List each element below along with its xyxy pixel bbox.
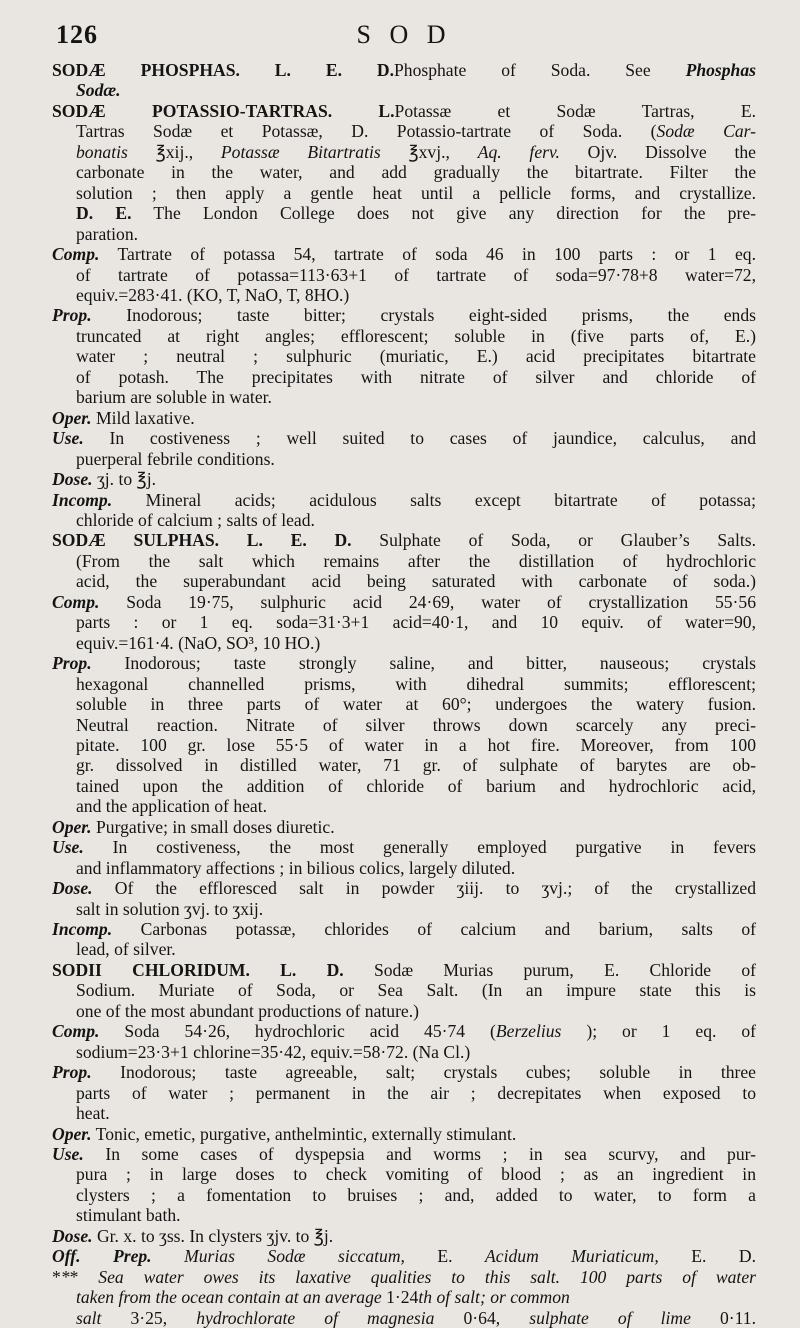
body-text: parts : or 1 eq. soda=31·3+1 acid=40·1, and 10 equiv. of water=90, — [76, 612, 756, 633]
body-text: ℥xvj., — [380, 141, 478, 162]
text-line — [52, 1021, 756, 1041]
body-text: In costiveness, the most generally employed purgative in fevers — [83, 837, 756, 858]
entry-heading-text: Off. Prep. — [52, 1246, 152, 1267]
entry-heading-text: Comp. — [52, 1021, 100, 1042]
italic-text: salt — [76, 1307, 102, 1328]
entry-heading-text: Prop. — [52, 305, 92, 326]
dictionary-entries — [52, 60, 756, 1328]
italic-text: Sodæ Car- — [656, 121, 756, 142]
text-line — [52, 735, 756, 755]
text-line — [52, 592, 756, 612]
entry-heading-text: Oper. — [52, 816, 92, 837]
text-line — [52, 1246, 756, 1266]
body-text: ℥xij., — [127, 141, 221, 162]
italic-text: Aq. ferv. — [477, 141, 560, 162]
body-text: Neutral reaction. Nitrate of silver throws down scarcely any preci- — [76, 714, 756, 735]
entry-heading-text: Use. — [52, 837, 84, 858]
text-line — [52, 101, 756, 121]
body-text: Inodorous; taste bitter; crystals eight-sided prisms, the ends — [91, 305, 756, 326]
text-line — [52, 919, 756, 939]
entry-heading-text: Oper. — [52, 1123, 92, 1144]
text-line — [52, 1083, 756, 1103]
text-line — [52, 162, 756, 182]
text-line — [52, 899, 756, 919]
entry-heading-text: SODÆ SULPHAS. L. E. D. — [52, 530, 352, 551]
text-line — [52, 530, 756, 550]
text-line — [52, 203, 756, 223]
text-line — [52, 960, 756, 980]
text-line — [52, 755, 756, 775]
text-line — [52, 1144, 756, 1164]
text-line — [52, 1226, 756, 1246]
italic-text: Murias Sodæ siccatum, — [184, 1246, 405, 1267]
entry-heading-text: Dose. — [52, 878, 93, 899]
body-text: lead, of silver. — [76, 939, 176, 960]
text-line — [52, 571, 756, 591]
entry-heading-text: Phosphas — [685, 60, 756, 80]
body-text: Of the effloresced salt in powder ʒiij. to ʒvj.; of the crystallized — [92, 878, 756, 899]
body-text: In costiveness ; well suited to cases of jaundice, calculus, and — [83, 428, 756, 449]
text-line — [52, 244, 756, 264]
body-text: Sulphate of Soda, or Glauber’s Salts. — [351, 530, 756, 551]
text-line — [52, 346, 756, 366]
body-text: pitate. 100 gr. lose 55·5 of water in a hot fire. Moreover, from 100 — [76, 734, 756, 755]
text-line — [52, 265, 756, 285]
text-line — [52, 1267, 756, 1287]
italic-text: hydrochlorate of magnesia — [196, 1307, 435, 1328]
text-line — [52, 490, 756, 510]
italic-text: Potassæ Bitartratis — [220, 141, 381, 162]
body-text: equiv.=161·4. (NaO, SO³, 10 HO.) — [76, 632, 321, 653]
text-line — [52, 510, 756, 530]
body-text: salt in solution ʒvj. to ʒxij. — [76, 898, 264, 919]
italic-text: sulphate of lime — [529, 1307, 691, 1328]
entry-heading-text: Use. — [52, 428, 84, 449]
body-text: Tonic, emetic, purgative, anthelmintic, externally stimulant. — [91, 1123, 517, 1144]
entry-heading-text: D. E. — [76, 203, 132, 224]
body-text: of tartrate of potassa=113·63+1 of tartrate of soda=97·78+8 water=72, — [76, 264, 756, 285]
entry-heading-text: Dose. — [52, 1225, 93, 1246]
body-text: barium are soluble in water. — [76, 387, 272, 408]
italic-text: bonatis — [76, 141, 128, 162]
body-text: Sodæ Murias purum, E. Chloride of — [343, 959, 756, 980]
body-text: clysters ; a fomentation to bruises ; and, added to water, to form a — [76, 1184, 756, 1205]
text-line — [52, 408, 756, 428]
text-line — [52, 1287, 756, 1307]
body-text: heat. — [76, 1103, 110, 1124]
text-line — [52, 1308, 756, 1328]
italic-text: Sea water owes its laxative qualities to this salt. — [98, 1266, 561, 1287]
page-header — [52, 18, 756, 52]
body-text — [152, 1246, 184, 1266]
body-text — [560, 1267, 580, 1287]
body-text: sodium=23·3+1 chlorine=35·42, equiv.=58·72. (Na Cl.) — [76, 1041, 471, 1062]
text-line — [52, 428, 756, 448]
body-text: 0·11. — [690, 1307, 756, 1328]
body-text: parts of water ; permanent in the air ; decrepitates when exposed to — [76, 1082, 756, 1103]
text-line — [52, 653, 756, 673]
body-text: one of the most abundant productions of nature.) — [76, 1000, 419, 1021]
body-text: 0·64, — [434, 1307, 530, 1328]
text-line — [52, 1001, 756, 1021]
body-text: equiv.=283·41. (KO, T, NaO, T, 8HO.) — [76, 284, 350, 305]
entry-heading-text: Prop. — [52, 653, 92, 674]
body-text: 3·25, — [101, 1307, 197, 1328]
text-line — [52, 367, 756, 387]
body-text: Potassæ et Sodæ Tartras, E. — [394, 100, 756, 121]
text-line — [52, 1124, 756, 1144]
text-line — [52, 60, 756, 80]
body-text: hexagonal channelled prisms, with dihedral summits; efflorescent; — [76, 673, 756, 694]
body-text: Tartras Sodæ et Potassæ, D. Potassio-tartrate of Soda. ( — [76, 121, 657, 142]
body-text: E. D. — [658, 1246, 756, 1267]
text-line — [52, 305, 756, 325]
body-text: carbonate in the water, and add gradually the bitartrate. Filter the — [76, 162, 756, 183]
text-line — [52, 939, 756, 959]
text-line — [52, 817, 756, 837]
body-text: Ojv. Dissolve the — [559, 141, 756, 162]
body-text: tained upon the addition of chloride of barium and hydrochloric acid, — [76, 775, 756, 796]
body-text: chloride of calcium ; salts of lead. — [76, 509, 315, 530]
body-text: Carbonas potassæ, chlorides of calcium and barium, salts of — [112, 919, 756, 940]
text-line — [52, 121, 756, 141]
text-line — [52, 551, 756, 571]
body-text: solution ; then apply a gentle heat until a pellicle forms, and crystallize. — [76, 182, 756, 203]
body-text: ); or 1 eq. of — [561, 1021, 756, 1042]
body-text: and the application of heat. — [76, 796, 268, 817]
text-line — [52, 449, 756, 469]
text-line — [52, 1205, 756, 1225]
body-text: and inflammatory affections ; in bilious colics, largely diluted. — [76, 857, 516, 878]
text-line — [52, 1185, 756, 1205]
body-text: E. — [404, 1246, 486, 1267]
text-line — [52, 694, 756, 714]
body-text: The London College does not give any direction for the pre- — [131, 203, 756, 224]
body-text: Inodorous; taste agreeable, salt; crystals cubes; soluble in three — [91, 1062, 756, 1083]
text-line — [52, 878, 756, 898]
italic-text: 100 parts of water — [579, 1266, 756, 1287]
entry-heading-text: Dose. — [52, 469, 93, 490]
body-text: Gr. x. to ʒss. In clysters ʒjv. to ℥j. — [92, 1225, 334, 1246]
entry-heading-text: Incomp. — [52, 919, 113, 940]
body-text: water ; neutral ; sulphuric (muriatic, E.) acid precipitates bitartrate — [76, 346, 756, 367]
text-line — [52, 715, 756, 735]
text-line — [52, 858, 756, 878]
text-line — [52, 980, 756, 1000]
text-line — [52, 612, 756, 632]
text-line — [52, 1164, 756, 1184]
body-text: Tartrate of potassa 54, tartrate of soda 46 in 100 parts : or 1 eq. — [99, 244, 756, 265]
text-line — [52, 285, 756, 305]
page-number: 126 — [56, 20, 98, 49]
body-text: gr. dissolved in distilled water, 71 gr. of sulphate of barytes are ob- — [76, 755, 756, 776]
body-text: * — [52, 1266, 61, 1287]
body-text: acid, the superabundant acid being saturated with carbonate of soda.) — [76, 571, 756, 592]
entry-heading-text: Sodæ. — [76, 80, 121, 101]
running-head: S O D — [356, 20, 452, 49]
body-text: Sodium. Muriate of Soda, or Sea Salt. (In an impure state this is — [76, 980, 756, 1001]
italic-text: * — [60, 1266, 70, 1287]
text-line — [52, 183, 756, 203]
body-text: stimulant bath. — [76, 1205, 181, 1226]
text-line — [52, 387, 756, 407]
entry-heading-text: Prop. — [52, 1062, 92, 1083]
text-line — [52, 837, 756, 857]
body-text: Soda 19·75, sulphuric acid 24·69, water of crystallization 55·56 — [99, 591, 756, 612]
entry-heading-text: Use. — [52, 1144, 84, 1165]
body-text: paration. — [76, 223, 139, 244]
body-text: Soda 54·26, hydrochloric acid 45·74 ( — [99, 1021, 496, 1042]
text-line — [52, 1062, 756, 1082]
text-line — [52, 633, 756, 653]
body-text: soluble in three parts of water at 60°; undergoes the watery fusion. — [76, 694, 756, 715]
entry-heading-text: Incomp. — [52, 489, 113, 510]
body-text: (From the salt which remains after the distillation of hydrochloric — [76, 550, 756, 571]
text-line — [52, 469, 756, 489]
body-text: Phosphate of Soda. See — [393, 60, 686, 80]
entry-heading-text: SODÆ POTASSIO-TARTRAS. L. — [52, 100, 395, 121]
entry-heading-text: Oper. — [52, 407, 92, 428]
text-line — [52, 674, 756, 694]
text-line — [52, 796, 756, 816]
entry-heading-text: Comp. — [52, 591, 100, 612]
entry-heading-text: SODII CHLORIDUM. L. D. — [52, 959, 344, 980]
body-text: Inodorous; taste strongly saline, and bitter, nauseous; crystals — [91, 653, 756, 674]
body-text: pura ; in large doses to check vomiting of blood ; as an ingredient in — [76, 1164, 756, 1185]
text-line — [52, 776, 756, 796]
italic-text: taken from the ocean contain at an average — [76, 1287, 382, 1308]
body-text: of potash. The precipitates with nitrate of silver and chloride of — [76, 366, 756, 387]
body-text: puerperal febrile conditions. — [76, 448, 275, 469]
italic-text: Acidum Muriaticum, — [485, 1246, 659, 1267]
text-line — [52, 224, 756, 244]
italic-text: Berzelius — [495, 1021, 562, 1042]
entry-heading-text: Comp. — [52, 244, 100, 265]
body-text: Mineral acids; acidulous salts except bitartrate of potassa; — [112, 489, 756, 510]
body-text: truncated at right angles; efflorescent; soluble in (five parts of, E.) — [76, 325, 756, 346]
text-line — [52, 142, 756, 162]
body-text: * — [69, 1266, 99, 1287]
body-text: Mild laxative. — [91, 407, 195, 428]
body-text: In some cases of dyspepsia and worms ; in sea scurvy, and pur- — [83, 1144, 756, 1165]
text-line — [52, 80, 756, 100]
text-line — [52, 1042, 756, 1062]
body-text: ʒj. to ℥j. — [92, 469, 156, 490]
italic-text: th of salt; or common — [418, 1287, 570, 1308]
text-line — [52, 326, 756, 346]
text-line — [52, 1103, 756, 1123]
entry-heading-text: SODÆ PHOSPHAS. L. E. D. — [52, 60, 394, 80]
body-text: 1·24 — [381, 1287, 419, 1308]
body-text: Purgative; in small doses diuretic. — [91, 816, 335, 837]
